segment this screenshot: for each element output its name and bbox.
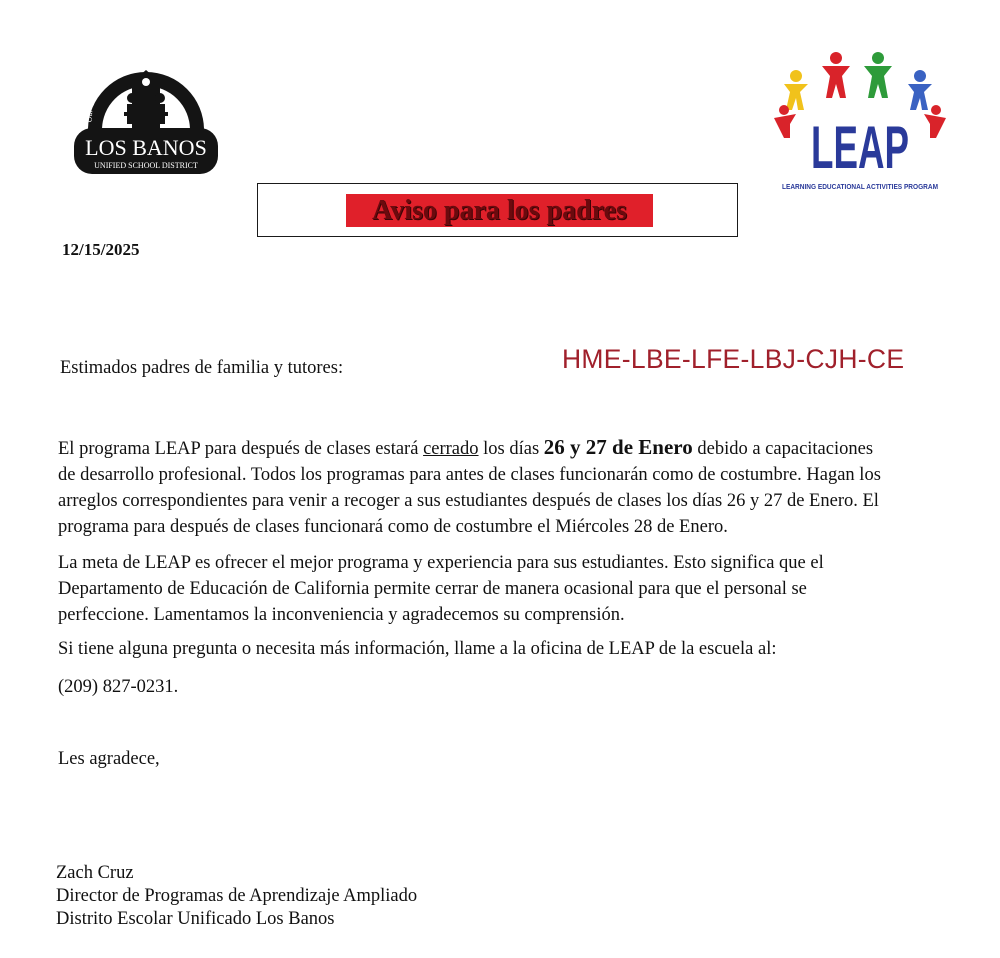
text-fragment: debido a capacitaciones <box>692 439 874 459</box>
los-banos-logo <box>70 52 222 178</box>
logo-ring-left: Our Children <box>84 78 109 123</box>
paragraph-goal-line-2: Departamento de Educación de California permite cerrar de manera ocasional para que el personal se <box>58 579 807 599</box>
paragraph-closure-line-2: de desarrollo profesional. Todos los programas para antes de clases funcionarán como de costumbre. Hagan los <box>58 465 881 485</box>
closing: Les agradece, <box>58 749 160 769</box>
paragraph-goal-line-1: La meta de LEAP es ofrecer el mejor programa y experiencia para sus estudiantes. Esto significa que el <box>58 553 824 573</box>
leap-logo <box>770 48 950 193</box>
logo-subtitle: UNIFIED SCHOOL DISTRICT <box>94 161 198 170</box>
signature-org: Distrito Escolar Unificado Los Banos <box>56 909 335 929</box>
notice-title-box <box>257 183 738 237</box>
closure-dates: 26 y 27 de Enero <box>543 435 693 459</box>
signature-block <box>56 862 417 931</box>
text-fragment: los días <box>478 439 544 459</box>
paragraph-closure-line-1 <box>58 434 881 462</box>
paragraph-closure-line-4: programa para después de clases funcionará como de costumbre el Miércoles 28 de Enero. <box>58 517 728 537</box>
signature-title: Director de Programas de Aprendizaje Ampliado <box>56 886 418 906</box>
greeting: Estimados padres de familia y tutores: <box>60 358 344 378</box>
leap-subtitle: LEARNING EDUCATIONAL ACTIVITIES PROGRAM <box>782 184 939 191</box>
text-fragment: El programa LEAP para después de clases estará <box>58 439 424 459</box>
logo-name: LOS BANOS <box>85 135 207 160</box>
phone-number: (209) 827-0231. <box>58 677 179 697</box>
paragraph-goal <box>58 550 824 628</box>
logo-ring-right: Our Future <box>149 62 188 85</box>
leap-name: LEAP <box>811 114 909 181</box>
signature-name: Zach Cruz <box>56 863 134 883</box>
paragraph-closure-line-3: arreglos correspondientes para venir a recoger a sus estudiantes después de clases los días 26 y 27 de Enero. El <box>58 491 879 511</box>
paragraph-contact: Si tiene alguna pregunta o necesita más información, llame a la oficina de LEAP de la escuela al: <box>58 639 777 659</box>
paragraph-closure <box>58 434 881 540</box>
paragraph-goal-line-3: perfeccione. Lamentamos la inconveniencia y agradecemos su comprensión. <box>58 605 625 625</box>
school-codes: HME-LBE-LFE-LBJ-CJH-CE <box>562 344 905 374</box>
notice-title: Aviso para los padres <box>346 194 653 227</box>
notice-date: 12/15/2025 <box>62 240 140 259</box>
closed-word: cerrado <box>423 439 479 459</box>
